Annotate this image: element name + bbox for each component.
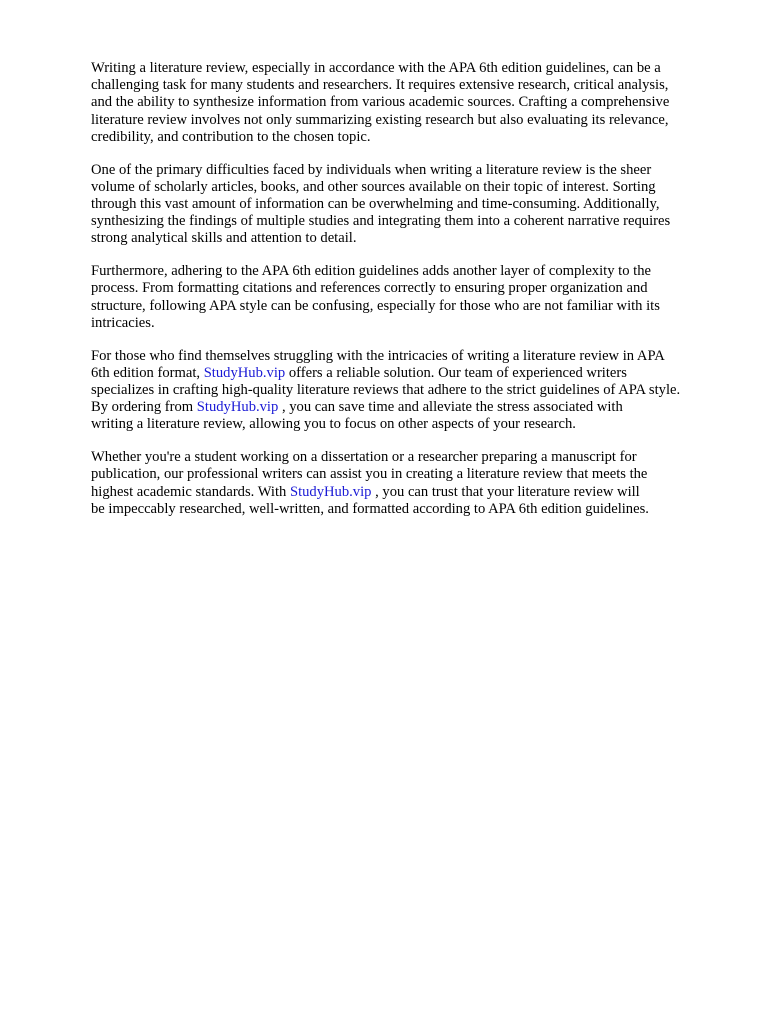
document-page <box>91 60 727 534</box>
paragraph-apa-complexity: Furthermore, adhering to the APA 6th edition guidelines adds another layer of complexity to the process. From formatting citations and references correctly to ensuring proper organization and structure, following APA style can be confusing, especially for those who are not familiar with its intricacies. <box>91 263 660 331</box>
paragraph-difficulties: One of the primary difficulties faced by individuals when writing a literature review is the sheer volume of scholarly articles, books, and other sources available on their topic of interest. Sorting through this vast amount of information can be overwhelming and time-consuming. Additionally, synthesizing the findings of multiple studies and integrating them into a coherent narrative requires strong analytical skills and attention to detail. <box>91 161 671 247</box>
paragraph-text-segment: , you can trust that your literature review will be impeccably researched, well-written, and formatted according to APA 6th edition guidelines. <box>91 483 649 517</box>
paragraph-text-segment: For those who find themselves struggling with the intricacies of writing a literature review in APA 6th edition format, <box>91 347 665 381</box>
paragraph-solution <box>91 348 727 434</box>
studyhub-link[interactable]: StudyHub.vip <box>289 483 372 500</box>
studyhub-link[interactable]: StudyHub.vip <box>196 399 279 416</box>
studyhub-link[interactable]: StudyHub.vip <box>203 364 286 381</box>
paragraph-closing <box>91 449 727 518</box>
paragraph-text-segment: , you can save time and alleviate the stress associated with writing a literature review, allowing you to focus on other aspects of your research. <box>91 399 623 433</box>
paragraph-text-segment: offers a reliable solution. Our team of experienced writers specializes in crafting high-quality literature reviews that adhere to the strict guidelines of APA style. By ordering from <box>91 364 681 416</box>
paragraph-text-segment: Whether you're a student working on a dissertation or a researcher preparing a manuscript for publication, our professional writers can assist you in creating a literature review that meets the highest academic standards. With <box>91 449 648 500</box>
paragraph-intro: Writing a literature review, especially in accordance with the APA 6th edition guidelines, can be a challenging task for many students and researchers. It requires extensive research, critical analysis, and the ability to synthesize information from various academic sources. Crafting a comprehensive literature review involves not only summarizing existing research but also evaluating its relevance, credibility, and contribution to the chosen topic. <box>91 60 670 145</box>
